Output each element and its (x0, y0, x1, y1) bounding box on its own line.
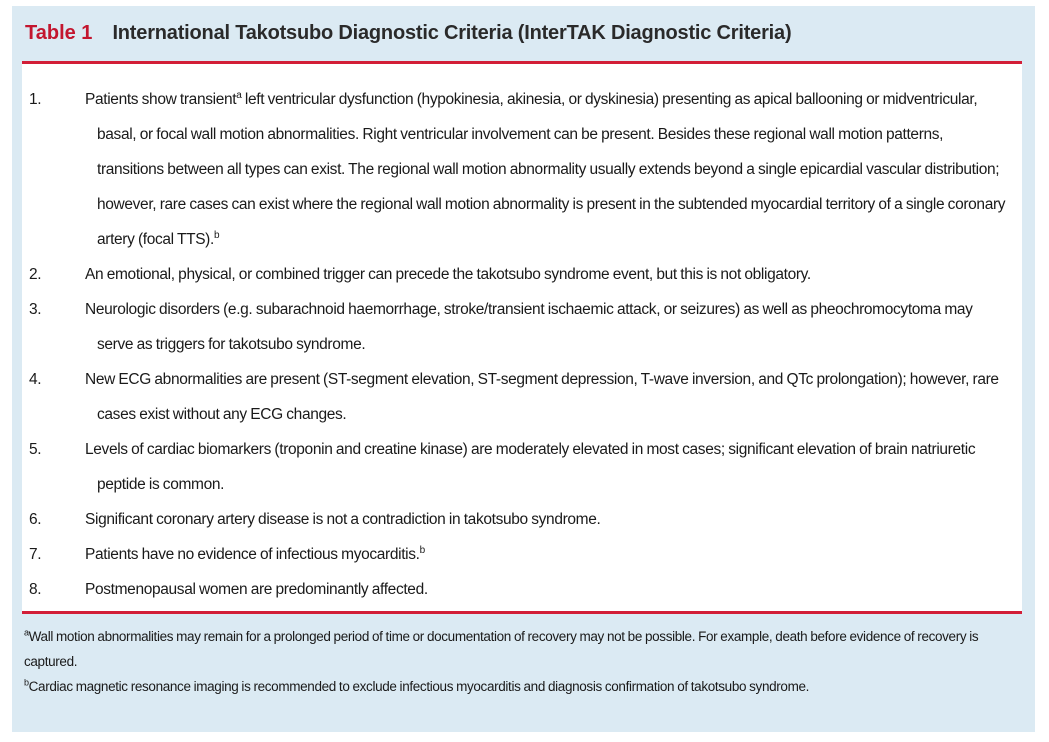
criterion-number: 7. (29, 546, 42, 563)
table-label: Table 1 (25, 21, 93, 44)
table-page (12, 6, 1035, 732)
criterion-text-part: Patients show transient (85, 91, 237, 108)
criterion-text: An emotional, physical, or combined trigger can precede the takotsubo syndrome event, but this is not obligatory. (85, 266, 811, 283)
footnote-a (24, 624, 1024, 674)
criterion-number: 3. (29, 301, 42, 318)
criterion-7 (22, 537, 1012, 572)
footnote-marker: a (236, 89, 242, 101)
criterion-text (85, 537, 1012, 572)
criterion-text (85, 82, 1012, 257)
footnote-text: Cardiac magnetic resonance imaging is recommended to exclude infectious myocarditis and diagnosis confirmation of takotsubo syndrome. (28, 679, 810, 694)
criterion-text: Levels of cardiac biomarkers (troponin and creatine kinase) are moderately elevated in most cases; significant elevation of brain natriuretic peptide is common. (85, 441, 976, 493)
footnote-marker: b (419, 544, 425, 556)
table-footnotes (24, 624, 1024, 699)
criterion-number: 1. (29, 91, 42, 108)
criterion-text: Significant coronary artery disease is not a contradiction in takotsubo syndrome. (85, 511, 601, 528)
criterion-6 (22, 502, 1012, 537)
footnote-marker: b (24, 677, 29, 688)
criterion-number: 5. (29, 441, 42, 458)
table-caption (25, 18, 791, 48)
footnote-b (24, 674, 1024, 699)
criterion-number: 2. (29, 266, 42, 283)
table-title: International Takotsubo Diagnostic Criteria (InterTAK Diagnostic Criteria) (112, 21, 792, 44)
criterion-3 (22, 292, 1012, 362)
criterion-number: 4. (29, 371, 42, 388)
criterion-1 (22, 82, 1012, 257)
criterion-text: New ECG abnormalities are present (ST-segment elevation, ST-segment depression, T-wave inversion, and QTc prolongation); however, rare cases exist without any ECG changes. (85, 371, 999, 423)
criterion-4 (22, 362, 1012, 432)
criterion-8 (22, 572, 1012, 607)
criteria-panel (22, 61, 1022, 614)
criterion-5 (22, 432, 1012, 502)
criterion-text: Postmenopausal women are predominantly affected. (85, 581, 428, 598)
criterion-number: 8. (29, 581, 42, 598)
criterion-text: Neurologic disorders (e.g. subarachnoid haemorrhage, stroke/transient ischaemic attack, or seizures) as well as pheochromocytoma may serve as triggers for takotsubo syndrome. (85, 301, 973, 353)
criterion-2 (22, 257, 1012, 292)
criteria-list (22, 64, 1022, 607)
footnote-marker: a (24, 627, 29, 638)
footnote-text: Wall motion abnormalities may remain for a prolonged period of time or documentation of recovery may not be possible. For example, death before evidence of recovery is captured. (24, 629, 979, 669)
criterion-number: 6. (29, 511, 42, 528)
criterion-text-part: Patients have no evidence of infectious myocarditis. (85, 546, 420, 563)
footnote-marker: b (213, 229, 220, 241)
criterion-text-part: left ventricular dysfunction (hypokinesia, akinesia, or dyskinesia) presenting as apical ballooning or midventricular, basal, or focal wall motion abnormalities. Right ventricular involvement can be present. Besides these regional wall motion patterns, transitions between all types can exist. The regional wall motion abnormality usually extends beyond a single epicardial vascular distribution; however, rare cases can exist where the regional wall motion abnormality is present in the subtended myocardial territory of a single coronary artery (focal TTS). (97, 91, 1006, 248)
